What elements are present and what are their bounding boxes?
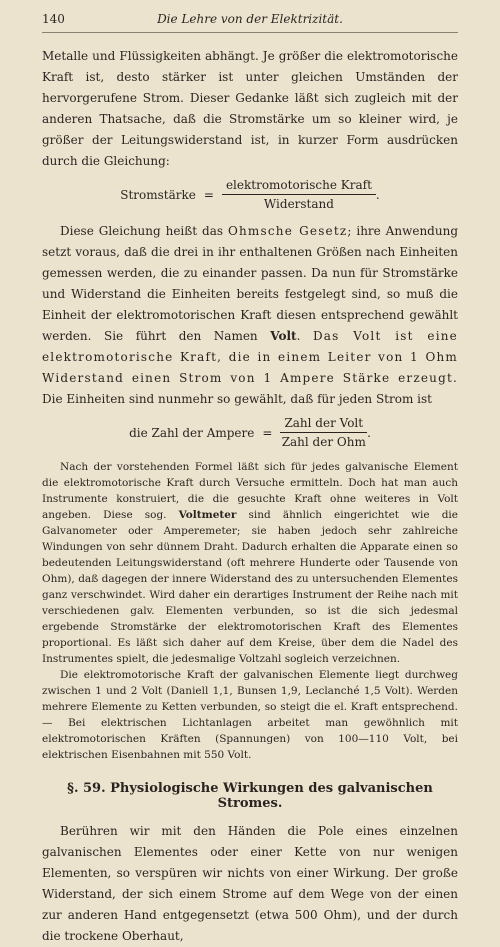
text-segment: sind ähnlich eingerichtet wie die Galvanometer oder Amperemeter; sie haben jedoch sehr zahlreiche Windungen von sehr dünnem Draht. Dadurch erhalten die Apparate einen so bedeutenden Leitungswiderstand (oft mehrere Hunderte oder Tausende von Ohm), daß dagegen der innere Widerstand des zu untersuchenden Elementes ganz verschwindet. Wird daher ein derartiges Instrument der Reihe nach mit verschiedenen galv. Elementen verbunden, so ist die sich jedesmal ergebende Stromstärke der elektromotorischen Kraft des Elementes proportional. Es läßt sich daher auf dem Kreise, über dem die Nadel des Instrumentes spielt, die jedesmalige Voltzahl sogleich verzeichnen. bbox=[42, 509, 458, 665]
formula-lhs: Stromstärke bbox=[120, 187, 196, 202]
term-ohmsches-gesetz: Ohmsche Gesetz bbox=[227, 224, 348, 238]
formula-fraction bbox=[222, 178, 376, 211]
paragraph-ohm-intro: Metalle und Flüssigkeiten abhängt. Je größer die elektromotorische Kraft ist, desto stärker ist unter gleichen Umständen der hervorgerufene Strom. Dieser Gedanke läßt sich zugleich mit der anderen Thatsache, daß die Stromstärke um so kleiner wird, je größer der Leitungswiderstand ist, in kurzer Form ausdrücken durch die Gleichung: bbox=[42, 49, 458, 168]
paragraph-physiological: Berühren wir mit den Händen die Pole eines einzelnen galvanischen Elementes oder einer Kette von nur wenigen Elementen, so verspüren wir nichts von einer Wirkung. Der große Widerstand, der sich einem Strome auf dem Wege von der einen zur anderen Hand entgegensetzt (etwa 500 Ohm), und der durch die trockene Oberhaut, bbox=[42, 824, 458, 943]
text-segment: Die Einheiten sind nunmehr so gewählt, daß für jeden Strom ist bbox=[42, 392, 432, 406]
term-voltmeter: Voltmeter bbox=[178, 509, 237, 521]
formula-denominator: Zahl der Ohm bbox=[281, 435, 366, 449]
text-segment: Nach der vorstehenden Formel läßt sich für jedes galvanische Element die elektromotorische Kraft durch Versuche ermitteln. Doch hat man auch Instrumente konstruiert, die die gesuchte Kraft ohne weiteres in Volt angeben. Diese sog. bbox=[42, 461, 458, 521]
term-volt: Volt bbox=[270, 329, 297, 343]
formula-ampere bbox=[42, 416, 458, 449]
formula-end: . bbox=[367, 425, 371, 440]
page-number: 140 bbox=[42, 12, 65, 26]
volt-definition: Das Volt ist eine elektromotorische Kraft, die in einem Leiter von 1 Ohm Widerstand einen Strom von 1 Ampere Stärke erzeugt. bbox=[42, 329, 458, 385]
formula-fraction bbox=[280, 416, 367, 449]
text-segment: . bbox=[296, 329, 313, 343]
paragraph-ohm-law bbox=[42, 221, 458, 410]
running-title: Die Lehre von der Elektrizität. bbox=[157, 12, 343, 26]
page-body bbox=[42, 46, 458, 947]
paragraph-element-voltages: Die elektromotorische Kraft der galvanischen Elemente liegt durchweg zwischen 1 und 2 Volt (Daniell 1,1, Bunsen 1,9, Leclanché 1,5 Volt). Werden mehrere Elemente zu Ketten verbunden, so steigt die el. Kraft entsprechend. — Bei elektrischen Lichtanlagen arbeitet man gewöhnlich mit elektromotorischen Kräften (Spannungen) von 100—110 Volt, bei elektrischen Eisenbahnen mit 550 Volt. bbox=[42, 669, 458, 761]
formula-numerator: Zahl der Volt bbox=[280, 416, 367, 433]
formula-equals: = bbox=[203, 187, 214, 202]
formula-numerator: elektromotorische Kraft bbox=[222, 178, 376, 195]
section-heading bbox=[42, 781, 458, 811]
section-number: §. 59. bbox=[67, 781, 106, 796]
formula-lhs: die Zahl der Ampere bbox=[129, 425, 255, 440]
formula-denominator: Widerstand bbox=[263, 197, 334, 211]
page-header bbox=[42, 12, 458, 33]
formula-equals: = bbox=[262, 425, 273, 440]
formula-stromstaerke bbox=[42, 178, 458, 211]
section-title: Physiologische Wirkungen des galvanischen Stromes. bbox=[110, 781, 433, 811]
formula-end: . bbox=[375, 187, 380, 202]
paragraph-voltmeter bbox=[42, 459, 458, 667]
text-segment: ; ihre Anwendung setzt voraus, daß die drei in ihr enthaltenen Größen nach Einheiten gemessen werden, die zu einander passen. Da nun für Stromstärke und Widerstand die Einheiten bereits festgelegt sind, so muß die Einheit der elektromotorischen Kraft diesen entsprechend gewählt werden. Sie führt den Namen bbox=[42, 224, 458, 343]
text-segment: Diese Gleichung heißt das bbox=[60, 224, 228, 238]
